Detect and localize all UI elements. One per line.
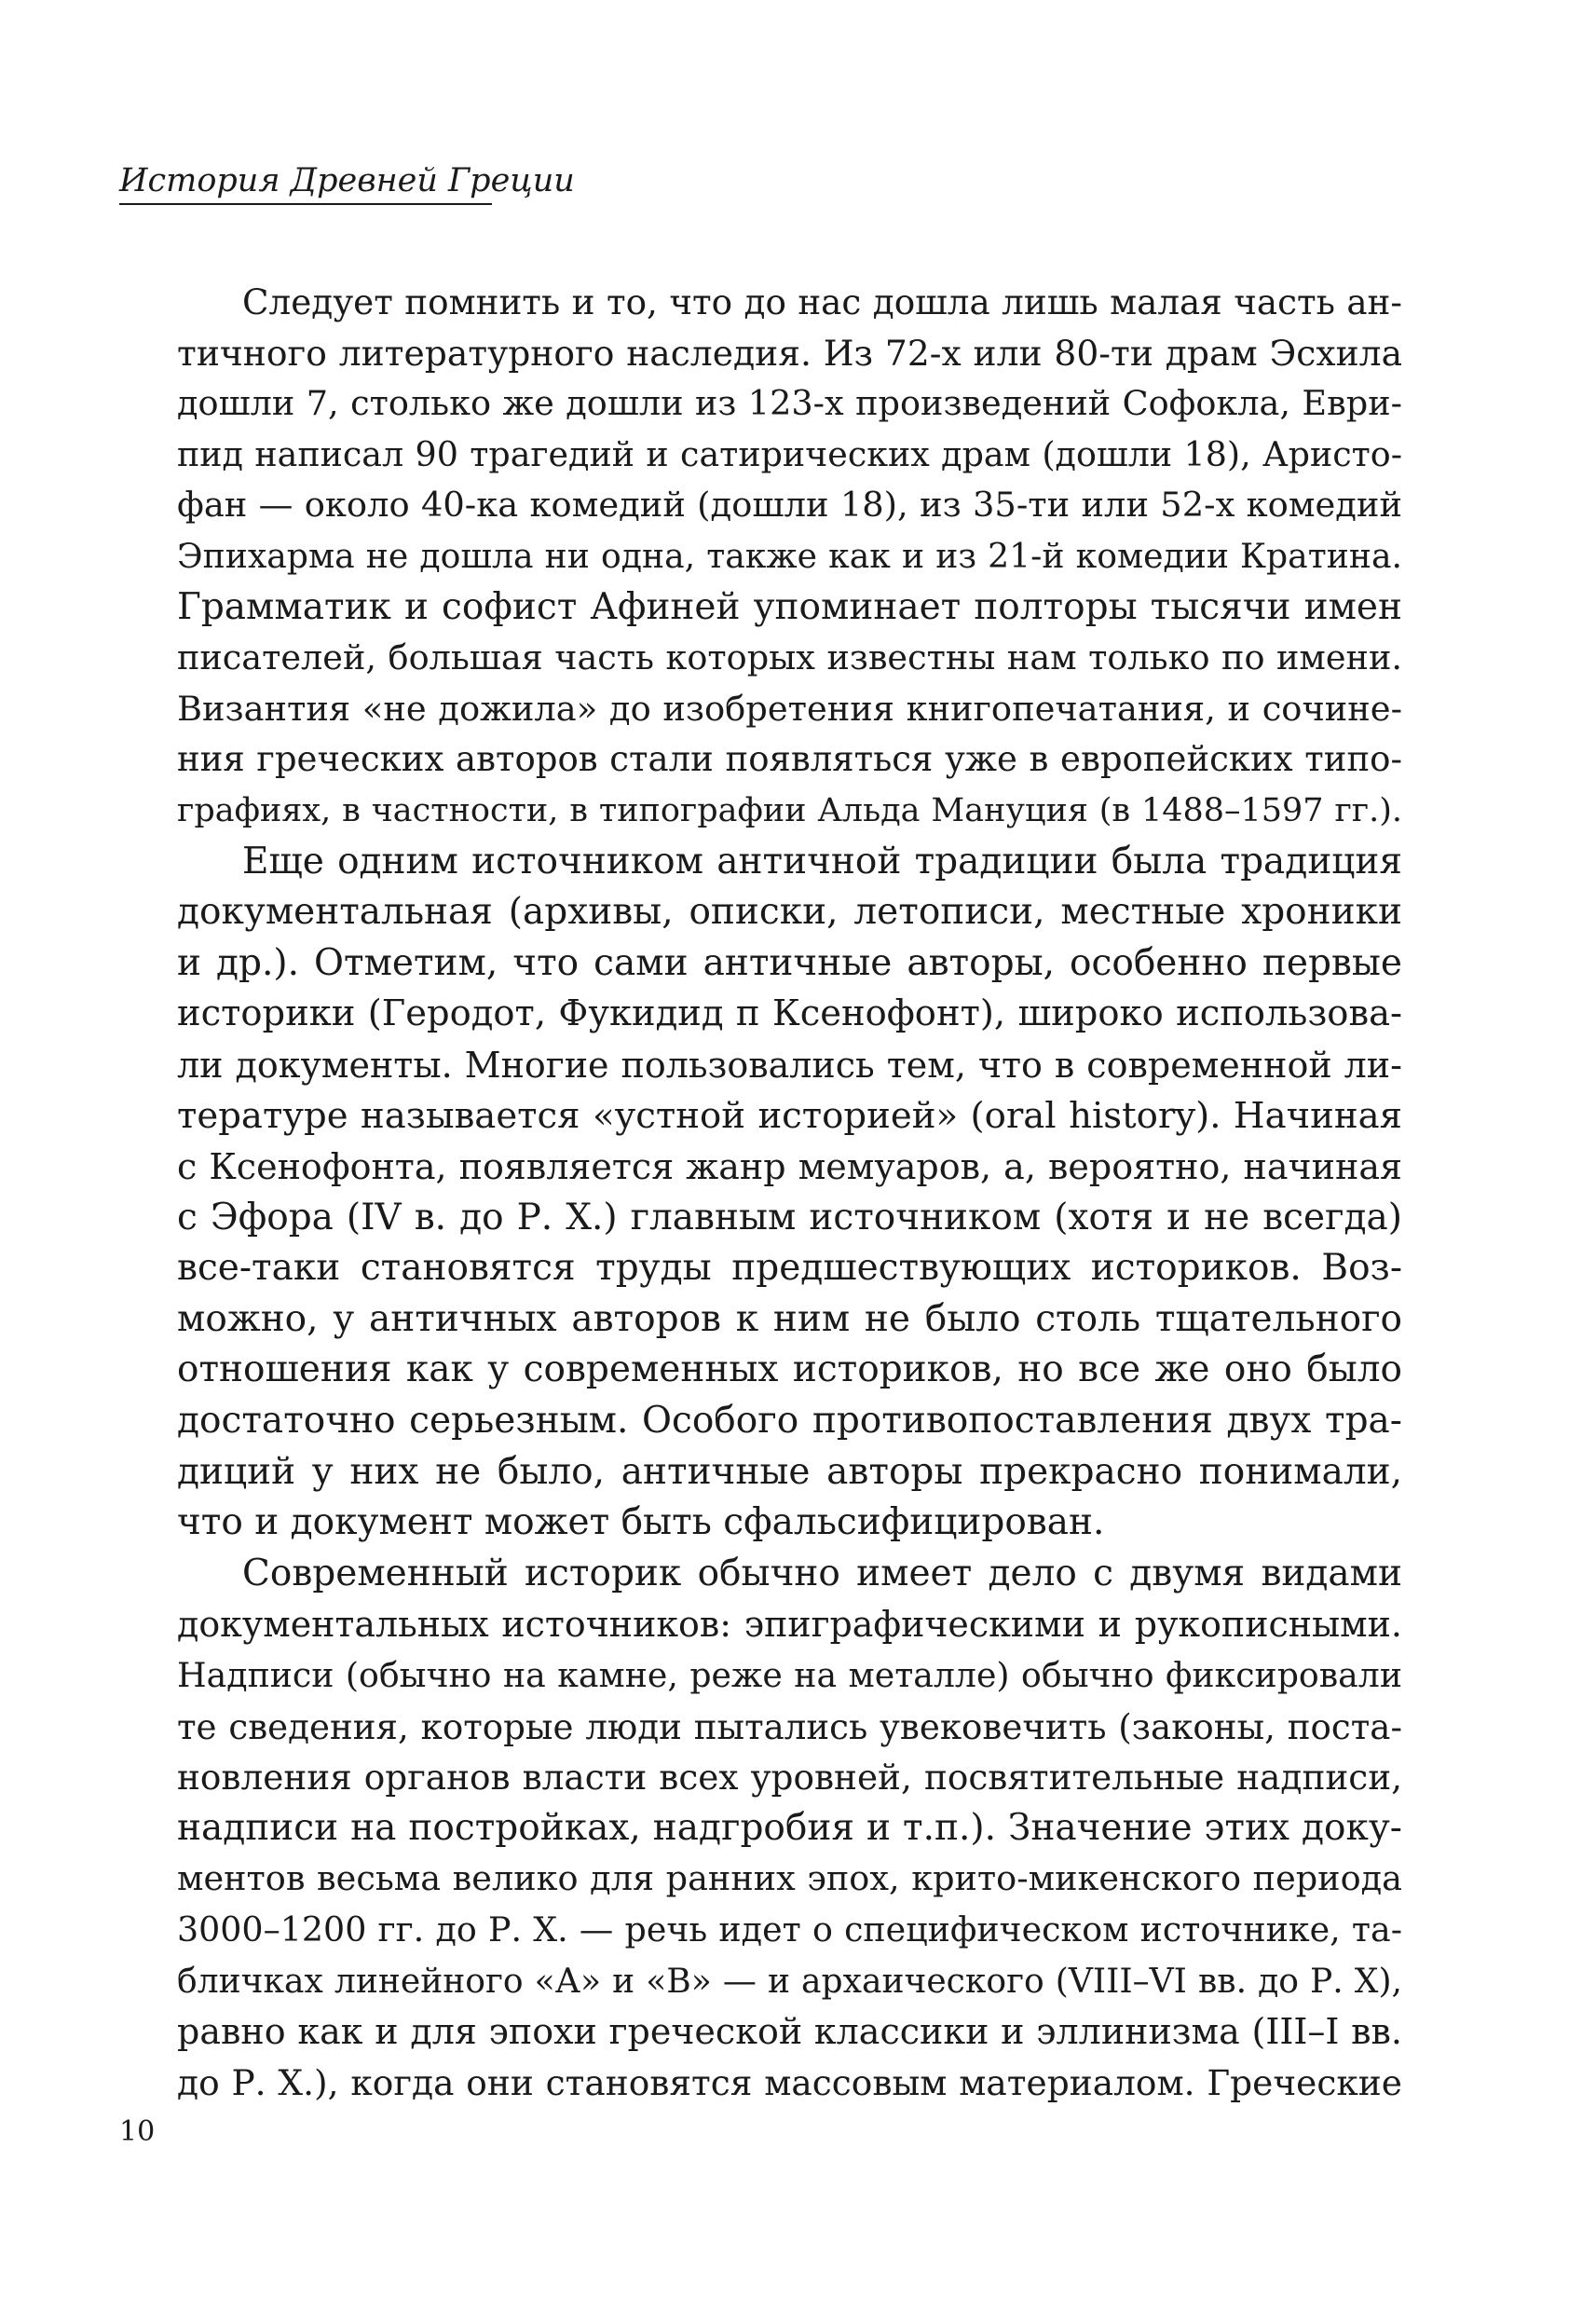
- paragraph-1-line-6: Эпихарма не дошла ни одна, также как и из 21-й комедии Кратина.: [177, 535, 1402, 576]
- paragraph-2-line-7: с Ксенофонта, появляется жанр мемуаров, а, вероятно, начиная: [177, 1146, 1402, 1188]
- body-text: [177, 277, 1402, 2108]
- paragraph-3-line-5: новления органов власти всех уровней, посвятительные надписи,: [177, 1757, 1402, 1799]
- paragraph-1-line-9: Византия «не дожила» до изобретения книгопечатания, и сочине-: [177, 688, 1402, 729]
- paragraph-3-line-6: надписи на постройках, надгробия и т.п.). Значение этих доку-: [177, 1806, 1402, 1849]
- paragraph-2-line-5: ли документы. Многие пользовались тем, что в современной ли-: [177, 1044, 1402, 1086]
- paragraph-3-line-4: те сведения, которые люди пытались увековечить (законы, поста-: [177, 1705, 1402, 1747]
- paragraph-1-line-2: тичного литературного наследия. Из 72-х или 80-ти драм Эсхила: [177, 332, 1402, 374]
- paragraph-1-line-8: писателей, большая часть которых известны нам только по имени.: [177, 637, 1402, 678]
- paragraph-1-line-11: графиях, в частности, в типографии Альда Мануция (в 1488–1597 гг.).: [177, 791, 1402, 829]
- paragraph-1-line-5: фан — около 40-ка комедий (дошли 18), из 35-ти или 52-х комедий: [177, 485, 1402, 526]
- paragraph-2-line-12: достаточно серьезным. Особого противопоставления двух тра-: [177, 1400, 1402, 1443]
- paragraph-3-line-10: равно как и для эпохи греческой классики и эллинизма (III–I вв.: [177, 2011, 1402, 2053]
- paragraph-3-line-11: до Р. Х.), когда они становятся массовым материалом. Греческие: [177, 2061, 1402, 2103]
- paragraph-2-line-6: тературе называется «устной историей» (oral history). Начиная: [177, 1094, 1402, 1137]
- paragraph-3-line-8: 3000–1200 гг. до Р. Х. — речь идет о специфическом источнике, та-: [177, 1909, 1402, 1949]
- paragraph-1-line-10: ния греческих авторов стали появляться уже в европейских типо-: [177, 739, 1402, 780]
- paragraph-2-line-3: и др.). Отметим, что сами античные авторы, особенно первые: [177, 941, 1402, 984]
- paragraph-1-line-1: Следует помнить и то, что до нас дошла лишь малая часть ан-: [242, 281, 1402, 322]
- page-number: 10: [119, 2115, 156, 2148]
- running-title: История Древней Греции: [119, 162, 575, 199]
- running-title-underline: [119, 203, 492, 205]
- paragraph-1-line-7: Грамматик и софист Афиней упоминает полторы тысячи имен: [177, 585, 1402, 628]
- paragraph-2-line-1: Еще одним источником античной традиции была традиция: [242, 840, 1402, 882]
- paragraph-2-line-13: диций у них не было, античные авторы прекрасно понимали,: [177, 1450, 1402, 1493]
- paragraph-3-line-2: документальных источников: эпиграфическими и рукописными.: [177, 1604, 1402, 1646]
- paragraph-2-line-10: можно, у античных авторов к ним не было столь тщательного: [177, 1297, 1402, 1340]
- paragraph-2-line-9: все-таки становятся труды предшествующих историков. Воз-: [177, 1247, 1402, 1290]
- paragraph-1-line-3: дошли 7, столько же дошли из 123-х произведений Софокла, Еври-: [177, 383, 1402, 424]
- paragraph-1-line-4: пид написал 90 трагедий и сатирических драм (дошли 18), Аристо-: [177, 433, 1402, 474]
- paragraph-3-line-7: ментов весьма велико для ранних эпох, крито-микенского периода: [177, 1858, 1402, 1899]
- paragraph-3-line-3: Надписи (обычно на камне, реже на металле) обычно фиксировали: [177, 1655, 1402, 1696]
- paragraph-2-line-2: документальная (архивы, описки, летописи, местные хроники: [177, 891, 1402, 934]
- paragraph-3-line-9: бличках линейного «А» и «В» — и архаического (VIII–VI вв. до Р. Х),: [177, 1961, 1402, 2001]
- paragraph-2-line-14: что и документ может быть сфальсифицирован.: [177, 1501, 1105, 1544]
- paragraph-3-line-1: Современный историк обычно имеет дело с двумя видами: [242, 1552, 1402, 1594]
- paragraph-2-line-8: с Эфора (IV в. до Р. Х.) главным источником (хотя и не всегда): [177, 1196, 1402, 1238]
- paragraph-2-line-11: отношения как у современных историков, но все же оно было: [177, 1348, 1402, 1391]
- paragraph-2-line-4: историки (Геродот, Фукидид п Ксенофонт), широко использова-: [177, 992, 1402, 1035]
